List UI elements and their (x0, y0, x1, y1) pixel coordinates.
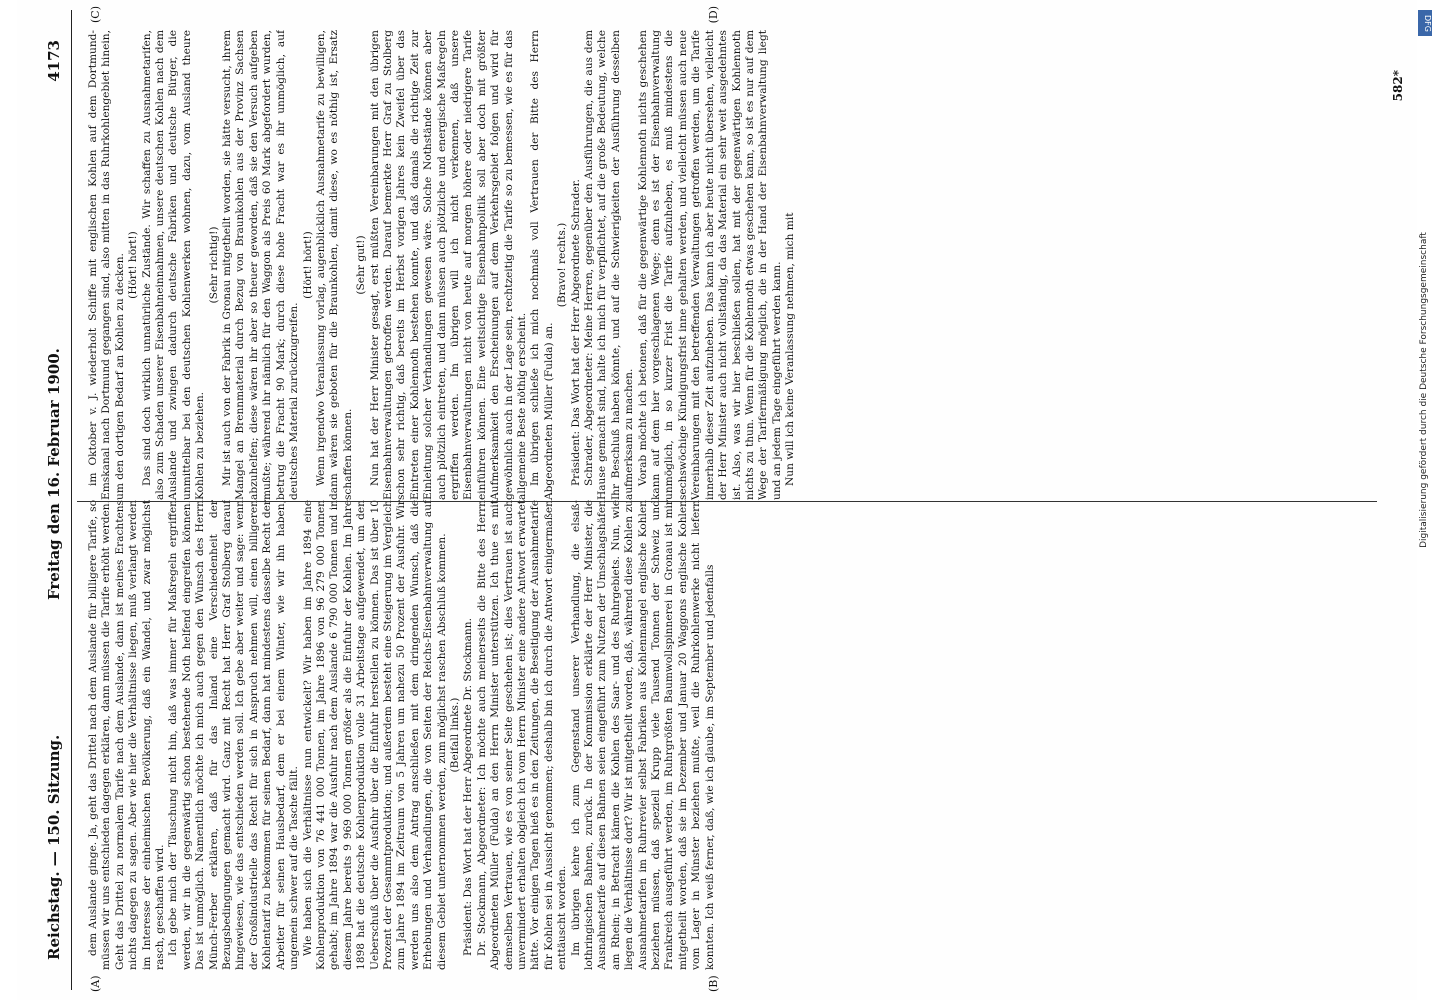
paragraph: dem Auslande ginge. Ja, geht das Drittel nach dem Auslande für billigere Tarife, so müssen wir uns entschieden dagegen erklären, dann müssen die Tarife erhöht werden. Geht das Drittel zu normalem Tarife nach dem Auslande, dann ist meines Erachtens nichts dagegen zu sagen. Aber wie hier die Verhältnisse liegen, muß verlangt werden im Interesse der einheimischen Bevölkerung, daß ein Wandel, und zwar möglichst rasch, geschaffen wird. (87, 500, 167, 970)
paragraph: Nun hat der Herr Minister gesagt, erst müßten Vereinbarungen mit den übrigen Eisenbahnverwaltungen getroffen werden. Darauf bemerkte Herr Graf zu Stolberg schon sehr richtig, daß bereits im Herbst vorigen Jahres kein Zweifel über das Eintreten einer Kohlennoth bestehen konnte, und daß damals die richtige Zeit zur Einleitung solcher Verhandlungen gewesen wäre. Solche Nothstände können aber auch plötzlich eintreten, und dann müssen auch plötzliche und energische Maßregeln ergriffen werden. Im übrigen will ich nicht verkennen, daß unsere Eisenbahnverwaltungen nicht von heute auf morgen höhere oder niedrigere Tarife einführen können. Eine weitsichtige Eisenbahnpolitik soll aber doch mit größter Aufmerksamkeit den Erscheinungen auf dem Verkehrsgebiet folgen und wird für gewöhnlich auch in der Lage sein, rechtzeitig die Tarife so zu bemessen, wie es für das allgemeine Beste nöthig erscheint. (368, 30, 528, 500)
running-header (45, 0, 81, 1000)
interjection: (Sehr richtig!) (207, 226, 220, 304)
text-column-left (87, 500, 1381, 970)
interjection: (Hört! hört!) (301, 231, 314, 299)
interjection: (Hört! hört!) (127, 231, 140, 299)
signature-mark: 582* (1391, 70, 1405, 102)
paragraph: Das sind doch wirklich unnatürliche Zustände. Wir schaffen zu Ausnahmetarifen, also zum Schaden unserer Eisenbahneinnahmen, unsere deutschen Kohlen nach dem Auslande und zwingen dadurch deutsche Fabriken und deutsche Bürger, die unmittelbar bei den deutschen Kohlenwerken wohnen, dazu, vom Ausland theure Kohlen zu beziehen. (140, 30, 207, 500)
interjection: (Beifall links.) (448, 697, 461, 773)
header-date: Freitag den 16. Februar 1900. (45, 348, 63, 600)
paragraph: Wie haben sich die Verhältnisse nun entwickelt? Wir haben im Jahre 1894 eine Kohlenproduktion von 76 441 000 Tonnen, im Jahre 1896 von 96 279 000 Tonnen gehabt; im Jahre 1894 war die Ausfuhr nach dem Auslande 6 790 000 Tonnen und in diesem Jahre bereits 9 969 000 Tonnen größer als die Einfuhr der Kohlen. Im Jahre 1898 hat die deutsche Kohlenproduktion volle 31 Arbeitstage aufgewendet, um den Ueberschuß über die Ausfuhr über die Einfuhr herstellen zu können. Das ist über 10 Prozent der Gesammtproduktion; und außerdem besteht eine Steigerung im Vergleich zum Jahre 1894 im Zeitraum von 5 Jahren um nahezu 50 Prozent der Ausfuhr. Wir werden uns also dem Antrag anschließen mit dem dringenden Wunsch, daß die Erhebungen und Verhandlungen, die von Seiten der Reichs-Eisenbahnverwaltung auf diesem Gebiet unternommen werden, zum möglichst raschen Abschluß kommen. (301, 500, 448, 970)
credit-text: Digitalisierung gefördert durch die Deutsche Forschungsgemeinschaft (1419, 232, 1429, 548)
text-column-right (87, 30, 1381, 500)
speaker-paragraph: Schrader, Abgeordneter: Meine Herren, gegenüber den Ausführungen, die aus dem Hause gemacht sind, halte ich mich für verpflichtet, auf die große Bedeutung, welche Ihr Beschluß haben könnte, und auf die Schwierigkeiten der Ausführung desselben aufmerksam zu machen. (583, 30, 636, 500)
column-divider (77, 501, 1377, 502)
paragraph: Mir ist auch von der Fabrik in Gronau mitgetheilt worden, sie hätte versucht, ihrem Mangel an Brennmaterial durch Bezug von Braunkohlen aus der Provinz Sachsen abzuhelfen; diese wären ihr aber so theuer geworden, daß sie den Versuch aufgeben mußte; während ihr nämlich für den Waggon als Preis 60 Mark abgefordert wurden, betrug die Fracht 90 Mark; durch diese hohe Fracht war es ihr unmöglich, auf deutsches Material zurückzugreifen. (221, 30, 301, 500)
margin-letter-a: (A) (89, 975, 102, 992)
speaker-paragraph: Dr. Stockmann, Abgeordneter: Ich möchte auch meinerseits die Bitte des Herrn Abgeordneten Müller (Fulda) an den Herrn Minister unterstützen. Ich thue es mit demselben Vertrauen, wie es von seiner Seite geschehen ist; dies Vertrauen ist auch unvermindert erhalten obgleich ich vom Herrn Minister eine andere Antwort erwartet hätte. Vor einigen Tagen hieß es in den Zeitungen, die Beseitigung der Ausnahmetarife für Kohlen sei in Aussicht genommen; deshalb bin ich durch die Antwort einigermaßen enttäuscht worden. (475, 500, 569, 970)
header-session: Reichstag. — 150. Sitzung. (45, 734, 63, 960)
dfg-logo: DFG (1418, 10, 1432, 36)
speaker-paragraph: Präsident: Das Wort hat der Herr Abgeordnete Dr. Stockmann. (462, 618, 475, 956)
paragraph: Vorab möchte ich betonen, daß für die gegenwärtige Kohlennoth nichts geschehen kann auf dem hier vorgeschlagenen Wege; denn es ist der Eisenbahnverwaltung unmöglich, in so kurzer Frist die Tarife aufzuheben, es muß mindestens die sechswöchige Kündigungsfrist inne gehalten werden, und vielleicht müssen auch neue Vereinbarungen mit den betreffenden Verwaltungen getroffen werden, um die Tarife innerhalb dieser Zeit aufzuheben. Das kann ich aber heute nicht übersehen, vielleicht der Herr Minister auch nicht vollständig, da das Material ein sehr weit ausgedehntes ist. Also, was wir hier beschließen sollen, hat mit der gegenwärtigen Kohlennoth nichts zu thun. Wenn für die Kohlennoth etwas geschehen kann, so ist es nur auf dem Wege der Tarifermäßigung möglich, die in der Hand der Eisenbahnverwaltung liegt und an jedem Tage eingeführt werden kann. (636, 30, 783, 500)
paragraph: Im übrigen kehre ich zum Gegenstand unserer Verhandlung, die elsaß-lothringischen Bahnen, zurück. In der Kommission erklärte der Herr Minister, die Ausnahmetarife auf diesen Bahnen seien eingeführt zum Nutzen der Umschlagshäfen am Rhein; in Betracht kämen die Kohlen des Saar- und des Ruhrgebiets. Nun, wie liegen die Verhältnisse dort? Wir ist mitgetheilt worden, daß, während diese Kohlen zu Ausnahmetarifen im Ruhrrevier selbst Fabriken aus Kohlenmangel englische Kohlen beziehen müssen, daß speziell Krupp viele Tausend Tonnen der Schweiz und Frankreich ausgeführt werden, im Ruhrgrößten Baumwollspinnerei in Gronau ist mir mitgetheilt worden, daß sie im Dezember und Januar 20 Waggons englische Kohlen vom Lager in Münster beziehen mußte, weil die Ruhrkohlenwerke nicht liefern konnten. Ich weiß ferner, daß, wie ich glaube, im September und jedenfalls (569, 500, 716, 970)
paragraph: Im übrigen schließe ich mich nochmals voll Vertrauen der Bitte des Herrn Abgeordneten Müller (Fulda) an. (529, 30, 555, 500)
paragraph: im Oktober v. J. wiederholt Schiffe mit englischen Kohlen auf dem Dortmund-Emskanal nach Dortmund gegangen sind, also mitten in das Ruhrkohlengebiet hinein, um den dortigen Bedarf an Kohlen zu decken. (87, 30, 126, 500)
paragraph: Ich gebe mich der Täuschung nicht hin, daß was immer für Maßregeln ergriffen werden, wir in die gegenwärtig schon bestehende Noth helfend eingreifen können. Das ist unmöglich. Namentlich möchte ich mich auch gegen den Wunsch des Herrn Münch-Ferber erklären, daß für das Inland eine Verschiedenheit der Bezugsbedingungen gemacht wird. Ganz mit Recht hat Herr Graf Stolberg darauf hingewiesen, wie das entschieden werden soll. Ich gebe aber weiter und sage: wenn der Großindustrielle das Recht für sich in Anspruch nehmen will, einen billigeren Kohlentarif zu bekommen für seinen Bedarf, dann hat mindestens dasselbe Recht der Arbeiter für seinen Hausbedarf, dem er bei einem Winter, wie wir ihn haben, ungemein schwer auf die Tasche fällt. (167, 500, 301, 970)
speaker-paragraph: Präsident: Das Wort hat der Herr Abgeordnete Schrader. (569, 179, 582, 486)
margin-letter-b: (B) (707, 975, 720, 992)
digitization-credit (1416, 10, 1432, 770)
interjection: (Bravo! rechts.) (556, 222, 569, 308)
newspaper-page (17, 0, 1417, 1000)
paragraph: Nun will ich keine Veranlassung nehmen, mich mit (784, 212, 797, 486)
interjection: (Sehr gut!) (355, 235, 368, 295)
margin-letter-c: (C) (89, 6, 102, 23)
header-page-number: 4173 (45, 40, 63, 82)
paragraph: Wenn irgendwo Veranlassung vorlag, augenblicklich Ausnahmetarife zu bewilligen, dann wären sie geboten für die Braunkohlen, damit diese, wo es nöthig ist, Ersatz schaffen können. (314, 30, 354, 500)
header-rule (71, 10, 72, 990)
margin-letter-d: (D) (707, 6, 720, 24)
